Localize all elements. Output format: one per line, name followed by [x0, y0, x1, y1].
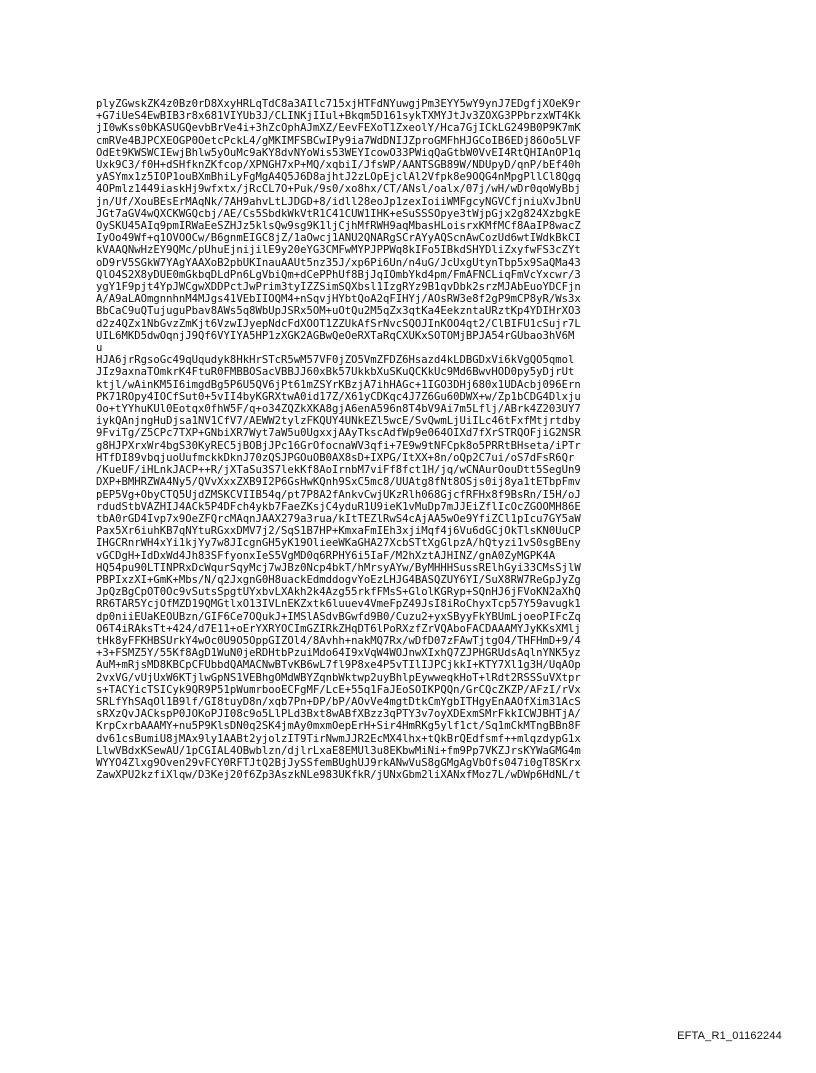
text-line: /KueUF/iHLnkJACP++R/jXTaSu3S7lekKf8AoIrnbM7viFf8fct1H/jq/wCNAurOouDtt5SegUn9 [96, 464, 581, 477]
text-line: +G7iUeS4EwBIB3r8x681VIYUb3J/CLINKjIIul+Bkqm5D161sykTXMYJtJv3ZOXG3PPbrzxWT4Kk [96, 110, 581, 123]
text-line: A/A9aLAOmgnnhnM4MJgs41VEbIIOQM4+nSqvjHYbtQoA2qFIHYj/AOsRW3e8f2gP9mCP8yR/Ws3x [96, 293, 581, 306]
text-line: OySKU45AIq9pmIRWaEeSZHJz5klsQw9sg9K1ljCjhMfRWH9aqMbasHLoisrxKMfMCf8AaIP8wacZ [96, 220, 581, 233]
text-line: iykQAnjngHuDjsa1NV1CfV7/AEWW2tylzFKQUY4UNkEZl5wcE/SvQwmLjUiILc46tFxfMtjrtdby [96, 415, 581, 428]
text-line: PBPIxzXI+GmK+Mbs/N/q2JxgnG0H8uackEdmddogvYoEzLHJG4BASQZUY6YI/SuX8RW7ReGpJyZg [96, 573, 581, 586]
text-line: ZawXPU2kzfiXlqw/D3Kej20f6Zp3AszkNLe983UKfkR/jUNxGbm2liXANxfMoz7L/wDWp6HdNL/t [96, 769, 581, 782]
text-line: KrpCxrbAAAMY+nu5P9KlsDN0q2SK4jmAy0mxmOepErH+Sir4HmRKg5ylf1ct/Sq1mCkMTngBBn8F [96, 720, 581, 733]
text-line: WYYO4Zlxg9Oven29vFCY0RFTJtQ2BjJySSfemBUghUJ9rkANwVuS8gGMgAgVbOfs047i0gT8SKrx [96, 756, 581, 769]
text-line: yASYmx1z5IOP1ouBXmBhiLyFgMgA4Q5J6D8ajhtJ2zLOpEjclAl2Vfpk8e9OQG4nMpgPllCl8Qgq [96, 171, 581, 184]
text-line: SRLfYhSAqOl1B9lf/GI8tuyD8n/xqb7Pn+DP/bP/AOvVe4mgtDtkCmYgbITHgyEnAAOfXim31AcS [96, 695, 581, 708]
text-line: ktjl/wAinKM5I6imgdBg5P6U5QV6jPt61mZSYrKBzjA7ihHAGc+1IGO3DHj680x1UDAcbj096Ern [96, 378, 581, 391]
text-line: vGCDgH+IdDxWd4Jh83SFfyonxIeS5VgMD0q6RPHY6i5IaF/M2hXztAJHINZ/gnA0ZyMGPK4A [96, 549, 556, 562]
text-line: HTfDI89vbqjuoUufmckkDknJ70zQSJPGOuOB0AX8sD+IXPG/ItXX+8n/oQp2C7ui/oS7dFsR6Qr [96, 451, 575, 464]
text-line: AuM+mRjsMD8KBCpCFUbbdQAMACNwBTvKB6wL7fl9P8xe4P5vTIlIJPCjkkI+KTY7Xl1g3H/UqAOp [96, 659, 581, 672]
text-line: cmRVe4BJPCXEOGP0OetcPckL4/gMKIMFSBCwIPy9ia7WdDNIJZproGMFhHJGCoIB6EDj86Oo5LVF [96, 134, 581, 147]
text-line: OdEt9KWSWCIEwjBhlw5yOuMc9aKY8dvNYoWis53WEYIcowO33PWiqQaGtbW0VvEI4RtQHIAnOP1q [96, 146, 581, 159]
text-line: ygY1F9pjt4YpJWCgwXDDPctJwPrim3tyIZZSimSQXbsl1IzgRYz9B1qvDbk2srzMJAbEuoYDCFjn [96, 281, 581, 294]
text-line: RR6TAR5YcjOfMZD19QMGtlxO13IVLnEKZxtk6luuev4VmeFpZ49JsI8iRoChyxTcp57Y59avugk1 [96, 598, 581, 611]
text-line: s+TACYicTSICyk9QR9P51pWumrbooECFgMF/LcE+55q1FaJEoSOIKPQQn/GrCQcZKZP/AFzI/rVx [96, 683, 581, 696]
text-line: pEP5Vg+ObyCTQ5UjdZMSKCVIIB54q/pt7P8A2fAnkvCwjUKzRlh068GjcfRFHx8f9BsRn/I5H/oJ [96, 488, 581, 501]
text-line: jn/Uf/XouBEsErMAqNk/7AH9ahvLtLJDGD+8/idll28eoJp1zexIoiiWMFgcyNGVCfjniuXvJbnU [96, 195, 581, 208]
text-line: rdudStbVAZHIJ4ACk5P4DFch4ykb7FaeZKsjC4yduR1U9ieK1vMuDp7mJJEiZflIcOcZGOOMH86E [96, 500, 581, 513]
text-line: 9FviTg/Z5CPc7TXP+GNbiXR7Wyt7aW5u0UgxxjAAyTkscAdfWp9e064OIXd7fXrSTRQOFjiG2NSR [96, 427, 581, 440]
encoded-text-block [96, 98, 736, 781]
text-line: +3+FSMZ5Y/55Kf8AgD1WuN0jeRDHtbPzuiMdo64I9xVqW4WOJnwXIxhQ7ZJPHGRUdsAqlnYNK5yz [96, 647, 581, 660]
text-line: QlO4S2X8yDUE0mGkbqDLdPn6LgVbiQm+dCePPhUf8BjJqIOmbYkd4pm/FmAFNCLiqFmVcYxcwr/3 [96, 268, 581, 281]
text-line: LlwVBdxKSewAU/1pCGIAL4OBwblzn/djlrLxaE8EMUl3u8EKbwMiNi+fm9Pp7VKZJrsKYWaGMG4m [96, 744, 581, 757]
text-line: JpQzBgCpOT0Oc9vSutsSpgtUYxbvLXAkh2k4Azg55rkfFMsS+GlolKGRyp+SQnHJ6jFVoKN2aXhQ [96, 586, 581, 599]
document-id-stamp: EFTA_R1_01162244 [677, 1030, 782, 1042]
text-line: HJA6jrRgsoGc49qUqudyk8HkHrSTcR5wM57VF0jZO5VmZFDZ6Hsazd4kLDBGDxVi6kVgQO5qmol [96, 354, 575, 367]
text-line: JIz9axnaTOmkrK4FtuR0FMBBOSacVBBJJ60xBk57UkkbXuSKuQCKkUc9Md6BwvHOD0py5yDjrUt [96, 366, 575, 379]
text-line: d2z4QZx1NbGvzZmKjt6VzwIJyepNdcFdXOOT1ZZUkAfSrNvcSQOJInKOO4qt2/ClBIFU1cSujr7L [96, 317, 581, 330]
text-line: Oo+tYYhuKUl0Eotqx0fhW5F/q+o34ZQZkXKA8gjA6enA596n8T4bV9Ai7m5Lflj/ABrk4Z203UY7 [96, 403, 581, 416]
text-line: DXP+BMHRZWA4Ny5/QVvXxxZXB9I2P6GsHwKQnh9SxC5mc8/UUAtg8fNt8OSjs0ij8ya1tETbpFmv [96, 476, 581, 489]
text-line: tbA0rGD4Ivp7x9OeZFQrcMAqnJAAX279a3rua/kItTEZlRwS4cAjAA5wOe9YfiZCl1pIcu7GY5aW [96, 512, 581, 525]
text-line: oD9rV5SGkW7YAgYAAXoB2pbUKInauAAUt5nz35J/xp6Pi6Un/n4uG/JcUxgUtynTbp5x9SaQMa43 [96, 256, 581, 269]
text-line: HQ54pu90LTINPRxDcWqurSqyMcj7wJBz0Ncp4bkT/hMrsyAYw/ByMHHHSussRElhGyi33CMsSjlW [96, 561, 581, 574]
text-line: Uxk9C3/f0H+dSHfknZKfcop/XPNGH7xP+MQ/xqbiI/JfsWP/AANTSGB89W/NDUpyD/qnP/bEf40h [96, 159, 581, 172]
text-line: BbCaC9uQTujuguPbav8AWs5q8WbUpJSRx5OM+uOtQu2M5qZx3qtKa4EekzntaURztKp4YDIHrXO3 [96, 305, 581, 318]
text-line: dv61csBumiU8jMAx9ly1AABt2yjolzIT9TirNwmJJR2EcMX4lhx+tQkBrQEdfsmf++mlqzdypG1x [96, 732, 581, 745]
text-line: kVAAQNwHzEY9QMc/pUhuEjnijilE9y20eYG3CMFwMYPJPPWq8kIFo5IBkdSHYDliZxyfwFS3cZYt [96, 244, 581, 257]
text-line: Pax5Xr6iuhKB7qNYtuRGxxDMV7j2/SqS1B7HP+KmxaFmIEh3xjiMqf4j6Vu6dGCjOkTlsKN0UuCP [96, 525, 581, 538]
text-line: g8HJPXrxWr4bgS30KyREC5jBOBjJPc16GrOfocnaWV3qfi+7E9w9tNFCpk8o5PRRtBHseta/iPTr [96, 439, 581, 452]
text-line: plyZGwskZK4z0Bz0rD8XxyHRLqTdC8a3AIlc715xjHTFdNYuwgjPm3EYY5wY9ynJ7EDgfjXOeK9r [96, 98, 581, 110]
text-line: jI0wKss0bKASUGQevbBrVe4i+3hZcOphAJmXZ/EevFEXoT1ZxeolY/Hca7GjICkLG249B0P9K7mK [96, 122, 581, 135]
text-line: PK71ROpy4IOCfSut0+5vII4byKGRXtwA0id17Z/X61yCDKqc4J7Z6Gu60DWX+w/Zp1bCDG4Dlxju [96, 390, 581, 403]
text-line: sRXzQvJACkspP0JOKoPJI08c9o5LlPLd3Bxt8wABfXBzz3qPTY3v7oyXDExmSMrFkkICWJBHTjA/ [96, 708, 581, 721]
text-line: u [96, 342, 103, 355]
text-line: JGt7aGV4wQXCKWGQcbj/AE/Cs5SbdkWkVtR1C41CUW1IHK+eSuSSSOpye3tWjpGjx2g824XzbgkE [96, 207, 581, 220]
text-line: IHGCRnrWH4xYi1kjYy7w8JIcgnGH5yK19OlieeWKaGHA27XcbSTtXgGlpzA/hQtyzi1vS0sgBEny [96, 537, 581, 550]
text-line: IyOo49Wf+q1OVOOCw/B6gnmEIGC8jZ/1aOwcj1ANU2QNARgSCrAYyAQScnAwCozUd6wtIWdkBkCI [96, 232, 581, 245]
text-line: 4OPmlz1449iaskHj9wfxtx/jRcCL7O+Puk/9s0/xo8hx/CT/ANsl/oalx/07j/wH/wDr0qoWyBbj [96, 183, 581, 196]
text-line: O6T4iRAksTt+424/d7E11+oErYXRYOCImGZIRkZHqDT6lPoRXzfZrVQAboFACDAAAMYJyKKsXMlj [96, 622, 581, 635]
text-line: UIL6MKD5dwOqnjJ9Qf6VYIYA5HP1zXGK2AGBwQeOeRXTaRqCXUKxSOTOMjBPJA54rGUbao3hV6M [96, 329, 575, 342]
text-line: dp0niiEUaKEOUBzn/GIF6Ce7OQukJ+IMSlASdvBGwfd9B0/Cuzu2+yxSByyFkYBUmLjoeoPIFcZq [96, 610, 581, 623]
text-line: 2vxVG/vUjUxW6KTjlwGpNS1VEBhgOMdWBYZqnbWktwp2uyBhlpEywweqkHoT+lRdt2RSSSuVXtpr [96, 671, 581, 684]
text-line: tHk8yFFKHBSUrkY4wOc0U9O5OppGIZOl4/8Avhh+nakMQ7Rx/wDfD07zFAwTjtgO4/THFHmD+9/4 [96, 634, 581, 647]
